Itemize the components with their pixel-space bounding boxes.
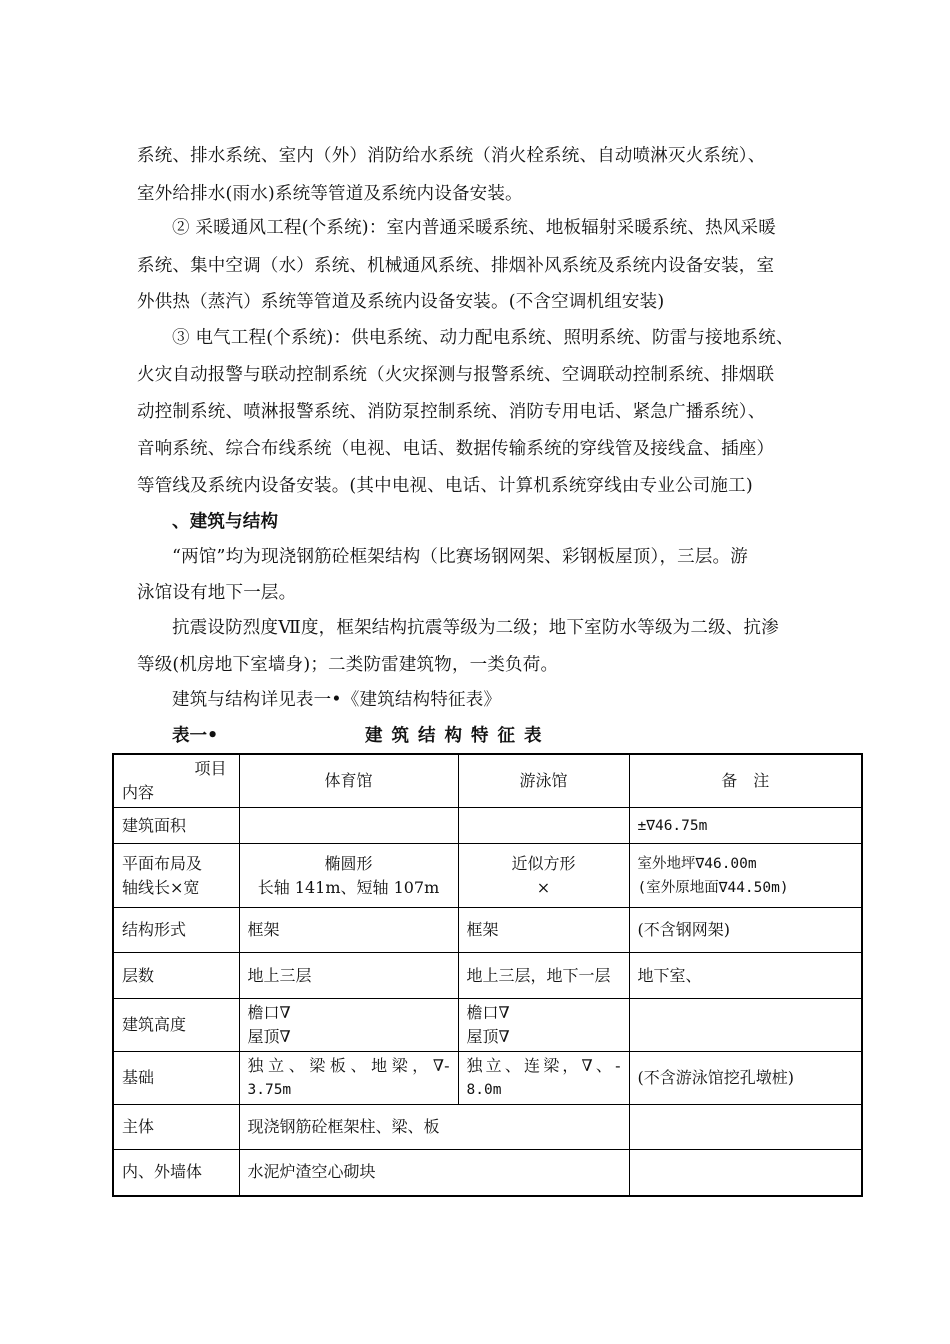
cell-line: 8.0m	[466, 1082, 502, 1098]
paragraph-line: ③ 电气工程(个系统)：供电系统、动力配电系统、照明系统、防雷与接地系统、	[172, 328, 794, 348]
cell-remarks: ±∇46.75m	[629, 808, 862, 844]
cell-remarks: (不含游泳馆挖孔墩桩)	[629, 1052, 862, 1105]
paragraph-line: 系统、排水系统、室内（外）消防给水系统（消火栓系统、自动喷淋灭火系统）、	[137, 146, 766, 166]
header-natatorium: 游泳馆	[458, 754, 629, 808]
paragraph-line: 等级(机房地下室墙身)；二类防雷建筑物，一类负荷。	[137, 655, 559, 675]
cell-line: 室外地坪∇46.00m	[637, 855, 757, 872]
table-row	[113, 1052, 862, 1105]
paragraph-line: 音响系统、综合布线系统（电视、电话、数据传输系统的穿线管及接线盒、插座）	[137, 439, 775, 459]
cell-line: 3.75m	[247, 1082, 292, 1098]
row-label: 建筑面积	[113, 808, 239, 844]
cell-natatorium: 地上三层，地下一层	[458, 953, 629, 999]
header-diag-bottom: 内容	[122, 783, 155, 802]
cell-remarks	[629, 844, 862, 908]
cell-gym	[239, 844, 458, 908]
cell-line: 檐口∇	[247, 1003, 291, 1022]
cell-line: 独立、梁板、地梁，∇-	[247, 1056, 450, 1075]
header-corner-cell	[113, 754, 239, 808]
row-label: 层数	[113, 953, 239, 999]
cell-line: ×	[536, 877, 551, 897]
paragraph-line: 泳馆设有地下一层。	[137, 583, 297, 603]
table-row	[113, 999, 862, 1052]
cell-natatorium	[458, 999, 629, 1052]
cell-gym: 地上三层	[239, 953, 458, 999]
cell-remarks: 地下室、	[629, 953, 862, 999]
table-caption-number: 表一•	[172, 726, 219, 746]
cell-gym	[239, 999, 458, 1052]
cell-merged: 现浇钢筋砼框架柱、梁、板	[239, 1105, 629, 1150]
table-caption-title: 建筑结构特征表	[365, 726, 551, 746]
header-remarks: 备 注	[629, 754, 862, 808]
paragraph-line: 动控制系统、喷淋报警系统、消防泵控制系统、消防专用电话、紧急广播系统）、	[137, 402, 766, 422]
cell-natatorium	[458, 808, 629, 844]
paragraph-line: 抗震设防烈度Ⅶ度，框架结构抗震等级为二级；地下室防水等级为二级、抗渗	[172, 618, 779, 638]
cell-remarks	[629, 1150, 862, 1196]
header-diag-top: 项目	[194, 759, 227, 778]
cell-remarks	[629, 999, 862, 1052]
cell-natatorium	[458, 844, 629, 908]
table-row	[113, 808, 862, 844]
cell-natatorium	[458, 1052, 629, 1105]
cell-line: 独立、连梁，∇、-	[466, 1056, 621, 1075]
row-label: 结构形式	[113, 908, 239, 953]
building-structure-table	[112, 753, 863, 1197]
paragraph-line: 外供热（蒸汽）系统等管道及系统内设备安装。(不含空调机组安装)	[137, 292, 665, 312]
cell-line: (室外原地面∇44.50m)	[637, 879, 789, 896]
paragraph-line: ② 采暖通风工程(个系统)：室内普通采暖系统、地板辐射采暖系统、热风采暖	[172, 218, 776, 238]
row-label: 建筑高度	[113, 999, 239, 1052]
cell-line: 近似方形	[511, 853, 576, 873]
header-gym: 体育馆	[239, 754, 458, 808]
paragraph-line: 室外给排水(雨水)系统等管道及系统内设备安装。	[137, 184, 523, 204]
cell-line: 檐口∇	[466, 1003, 510, 1022]
row-label: 主体	[113, 1105, 239, 1150]
cell-line: 屋顶∇	[247, 1027, 291, 1046]
paragraph-line: 系统、集中空调（水）系统、机械通风系统、排烟补风系统及系统内设备安装，室	[137, 256, 775, 276]
paragraph-line: 火灾自动报警与联动控制系统（火灾探测与报警系统、空调联动控制系统、排烟联	[137, 365, 775, 385]
table-row	[113, 1105, 862, 1150]
cell-natatorium: 框架	[458, 908, 629, 953]
cell-line: 屋顶∇	[466, 1027, 510, 1046]
row-label	[113, 844, 239, 908]
section-heading: 、建筑与结构	[172, 512, 279, 532]
cell-remarks	[629, 1105, 862, 1150]
cell-line: 长轴 141m、短轴 107m	[257, 877, 440, 897]
paragraph-line: 等管线及系统内设备安装。(其中电视、电话、计算机系统穿线由专业公司施工)	[137, 476, 753, 496]
cell-gym	[239, 808, 458, 844]
cell-gym	[239, 1052, 458, 1105]
row-label-line: 平面布局及	[122, 853, 203, 873]
cell-merged: 水泥炉渣空心砌块	[239, 1150, 629, 1196]
paragraph-line: “两馆”均为现浇钢筋砼框架结构（比赛场钢网架、彩钢板屋顶），三层。游	[172, 547, 748, 567]
paragraph-line: 建筑与结构详见表一•《建筑结构特征表》	[172, 690, 502, 710]
table-row	[113, 844, 862, 908]
row-label-line: 轴线长×宽	[122, 877, 200, 897]
cell-gym: 框架	[239, 908, 458, 953]
table-row	[113, 953, 862, 999]
table-row	[113, 1150, 862, 1196]
table-header-row	[113, 754, 862, 808]
table-row	[113, 908, 862, 953]
row-label: 基础	[113, 1052, 239, 1105]
row-label: 内、外墙体	[113, 1150, 239, 1196]
cell-remarks: (不含钢网架)	[629, 908, 862, 953]
cell-line: 椭圆形	[324, 853, 373, 873]
